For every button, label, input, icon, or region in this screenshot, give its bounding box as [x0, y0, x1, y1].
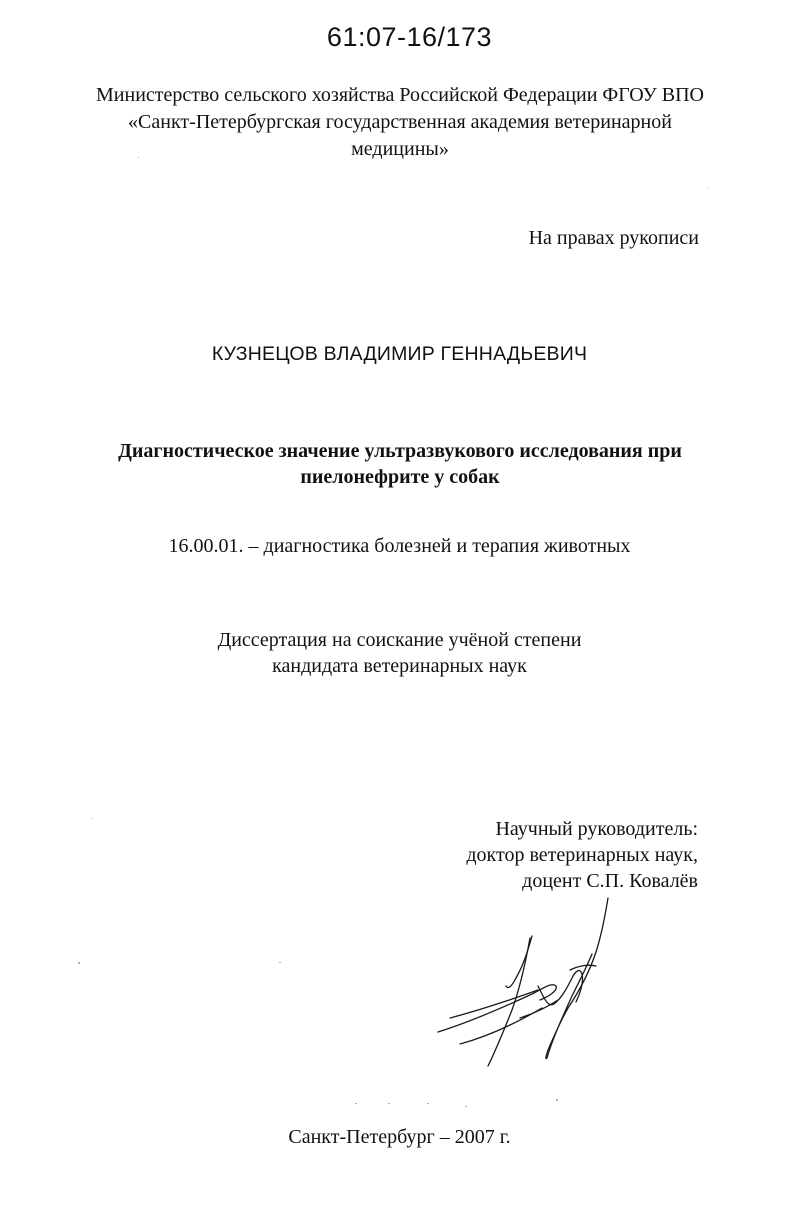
degree-line: кандидата ветеринарных наук [272, 655, 527, 677]
ministry-header [60, 82, 740, 163]
supervisor-line: доктор ветеринарных наук, [466, 844, 698, 866]
ministry-line: Министерство сельского хозяйства Российской Федерации ФГОУ ВПО [96, 84, 704, 106]
supervisor-block [466, 816, 698, 894]
scan-speck [708, 188, 709, 189]
archive-code: 61:07-16/173 [326, 22, 493, 52]
scan-speck [78, 962, 80, 964]
scan-speck [465, 1106, 467, 1107]
rights-note: На правах рукописи [528, 227, 699, 249]
supervisor-line: доцент С.П. Ковалёв [522, 870, 698, 892]
ministry-line: «Санкт-Петербургская государственная академия ветеринарной [128, 111, 672, 133]
ministry-line: медицины» [351, 138, 449, 160]
specialty-code: 16.00.01. – диагностика болезней и терапия животных [168, 535, 631, 557]
city-year: Санкт-Петербург – 2007 г. [288, 1126, 511, 1148]
author-name: КУЗНЕЦОВ ВЛАДИМИР ГЕННАДЬЕВИЧ [211, 343, 588, 365]
scan-speck [279, 962, 281, 963]
degree-statement [0, 627, 799, 679]
scan-speck [138, 157, 139, 158]
handwritten-signature [420, 890, 630, 1080]
scan-speck [355, 1103, 357, 1104]
dissertation-title [60, 438, 740, 490]
scan-speck [427, 1103, 429, 1104]
degree-line: Диссертация на соискание учёной степени [217, 629, 582, 651]
title-line: Диагностическое значение ультразвукового исследования при [118, 440, 682, 462]
scan-speck [92, 818, 93, 819]
supervisor-line: Научный руководитель: [495, 818, 698, 840]
title-line: пиелонефрите у собак [300, 466, 500, 488]
scan-speck [388, 1103, 390, 1104]
scan-speck [556, 1099, 558, 1101]
